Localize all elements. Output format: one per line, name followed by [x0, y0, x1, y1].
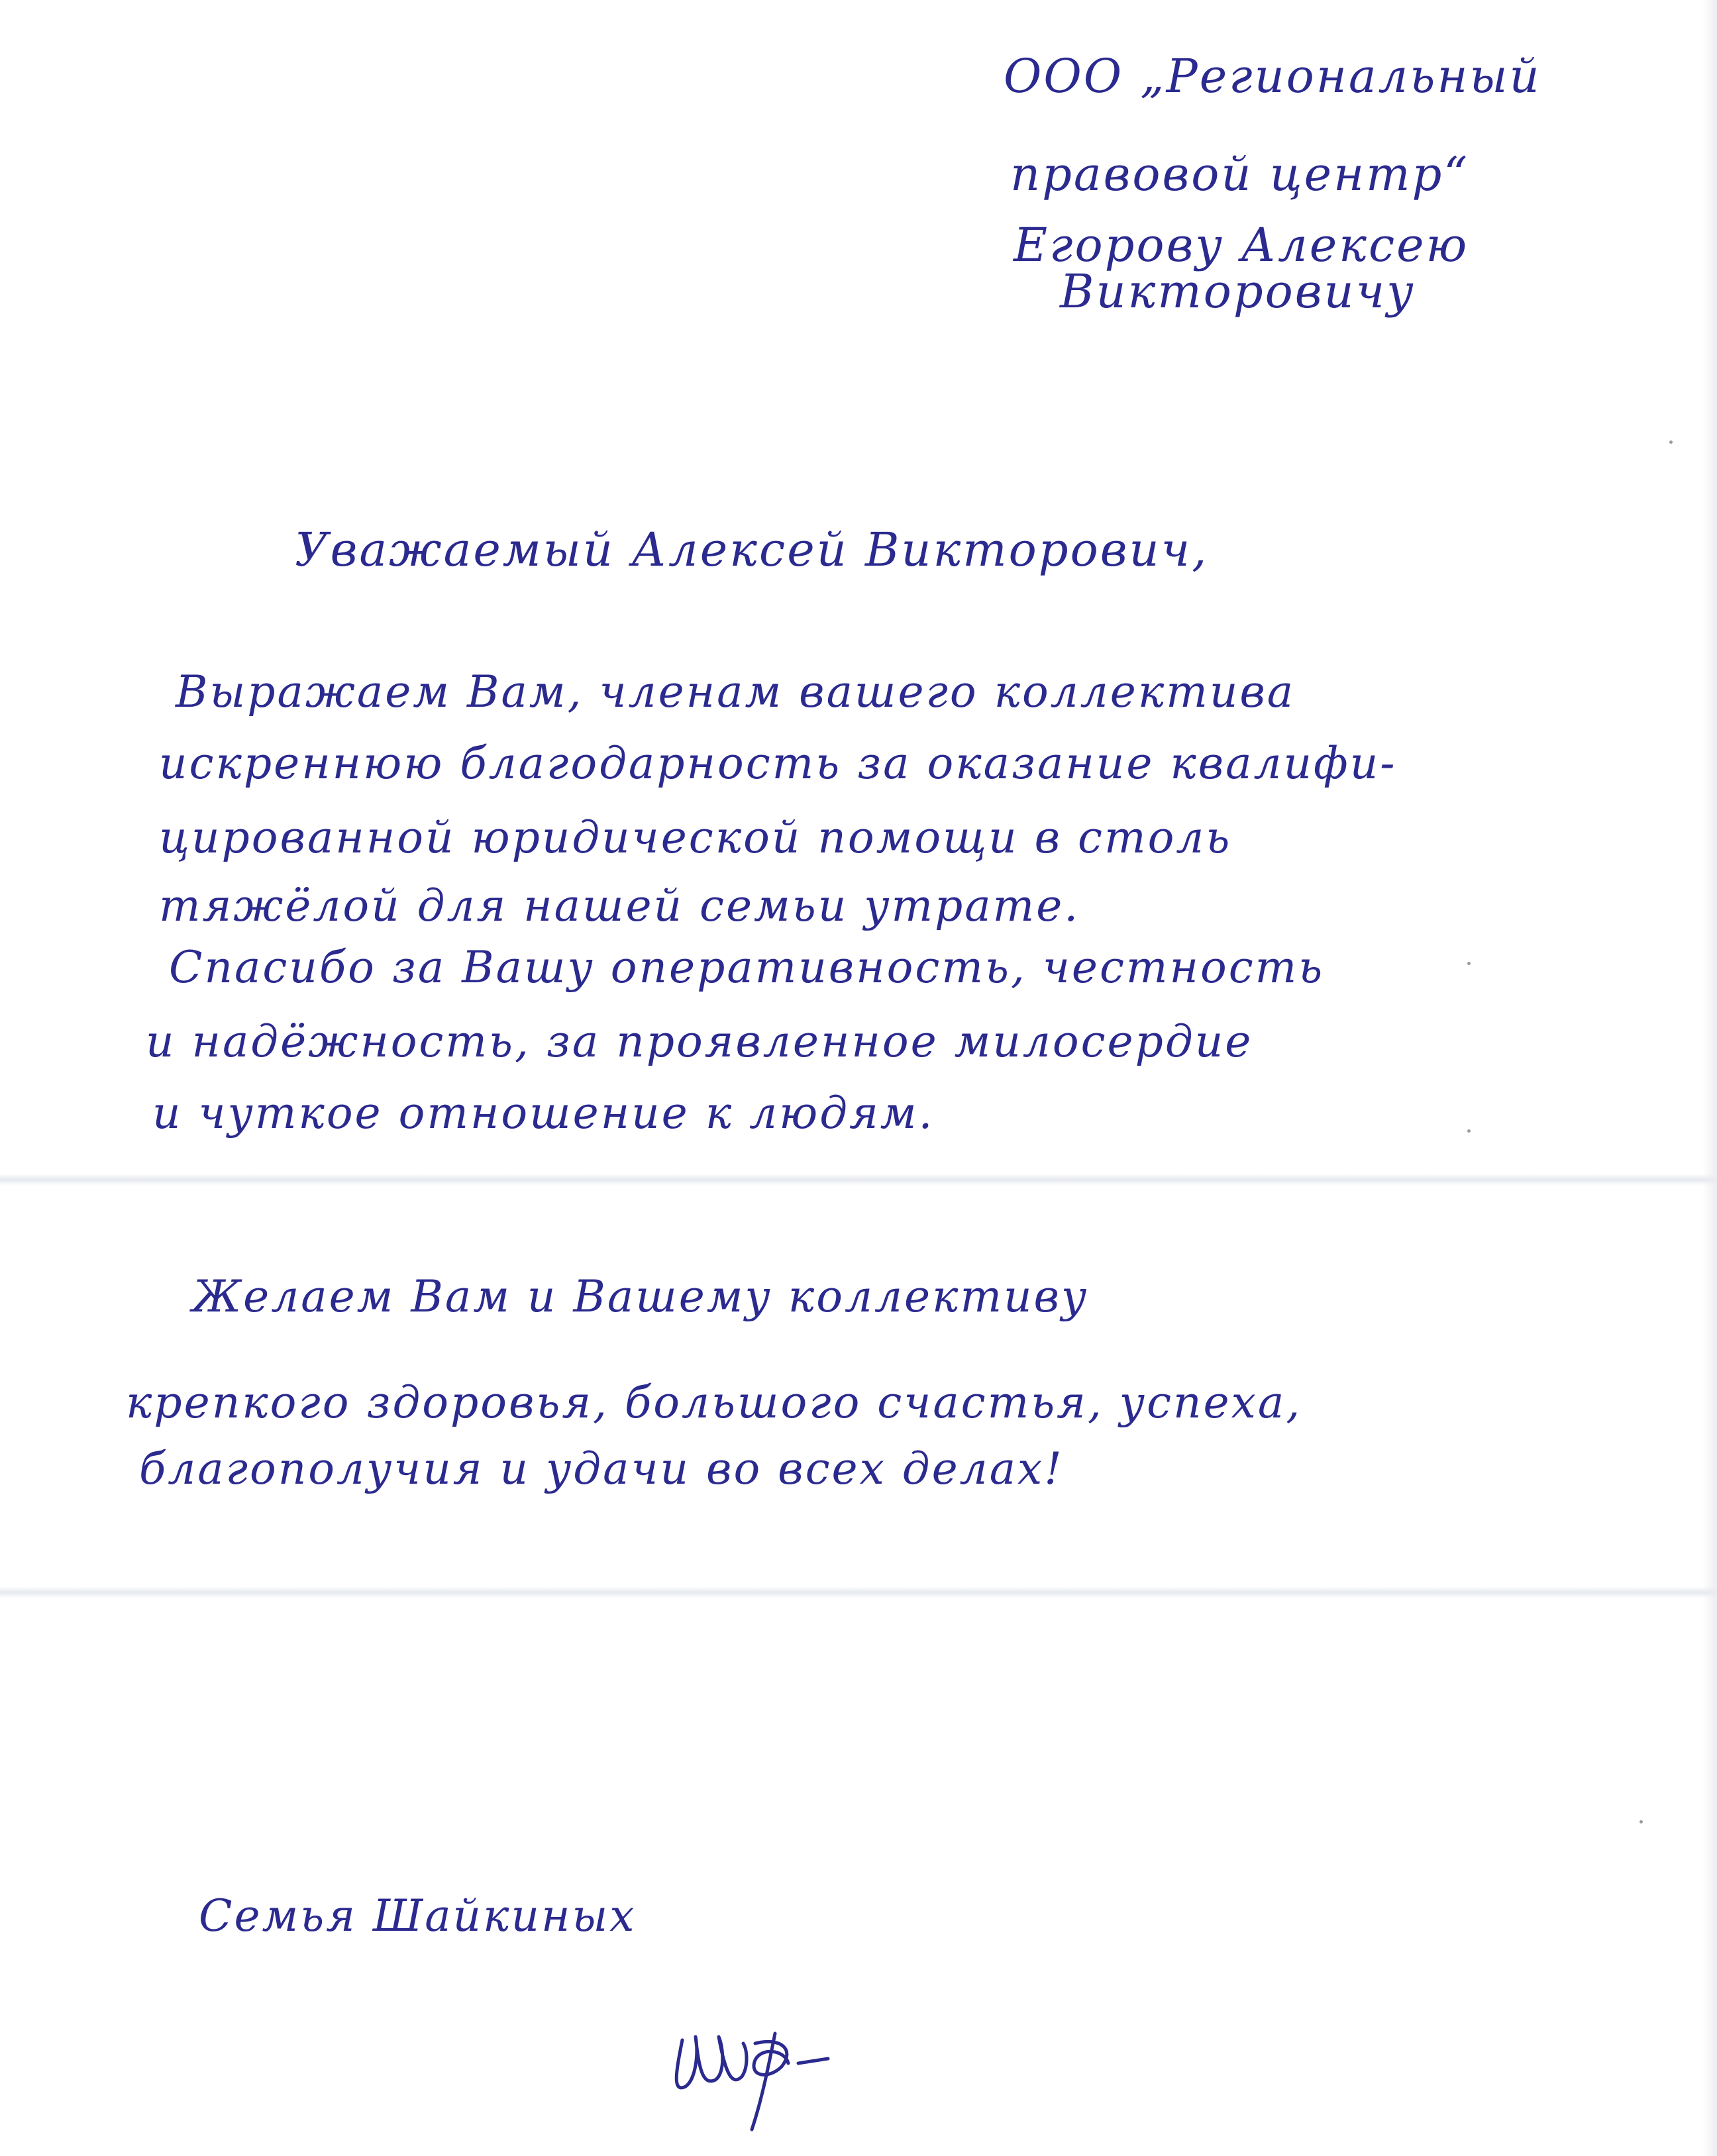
- scan-speck: [1639, 1820, 1643, 1823]
- addressee-line: Егорову Алексею: [1014, 218, 1469, 272]
- paragraph-line: Выражаем Вам, членам вашего коллектива: [176, 666, 1296, 717]
- paragraph-line: Спасибо за Вашу оперативность, честность: [169, 942, 1325, 993]
- paragraph-line: Желаем Вам и Вашему коллективу: [192, 1271, 1089, 1322]
- paragraph-line: искреннюю благодарность за оказание квалифи-: [159, 738, 1397, 789]
- greeting: Уважаемый Алексей Викторович,: [295, 523, 1209, 577]
- scan-speck: [1669, 440, 1673, 444]
- scan-streak: [0, 1174, 1717, 1186]
- paragraph-line: тяжёлой для нашей семьи утрате.: [159, 880, 1080, 931]
- page-edge-shadow: [1702, 0, 1717, 2156]
- scan-speck: [1467, 962, 1471, 965]
- signature-mark: [669, 2014, 868, 2139]
- scan-speck: [1467, 1129, 1471, 1133]
- addressee-line: правовой центр“: [1010, 147, 1470, 201]
- paragraph-line: благополучия и удачи во всех делах!: [139, 1443, 1064, 1494]
- paragraph-line: цированной юридической помощи в столь: [159, 812, 1232, 863]
- paragraph-line: крепкого здоровья, большого счастья, успеха,: [126, 1377, 1302, 1428]
- paragraph-line: и чуткое отношение к людям.: [152, 1088, 935, 1139]
- scan-streak: [0, 1586, 1717, 1598]
- addressee-line: Викторовичу: [1060, 264, 1416, 319]
- addressee-line: ООО „Региональный: [1004, 49, 1541, 103]
- paragraph-line: и надёжность, за проявленное милосердие: [146, 1016, 1253, 1067]
- closing-family-name: Семья Шайкиных: [199, 1890, 637, 1941]
